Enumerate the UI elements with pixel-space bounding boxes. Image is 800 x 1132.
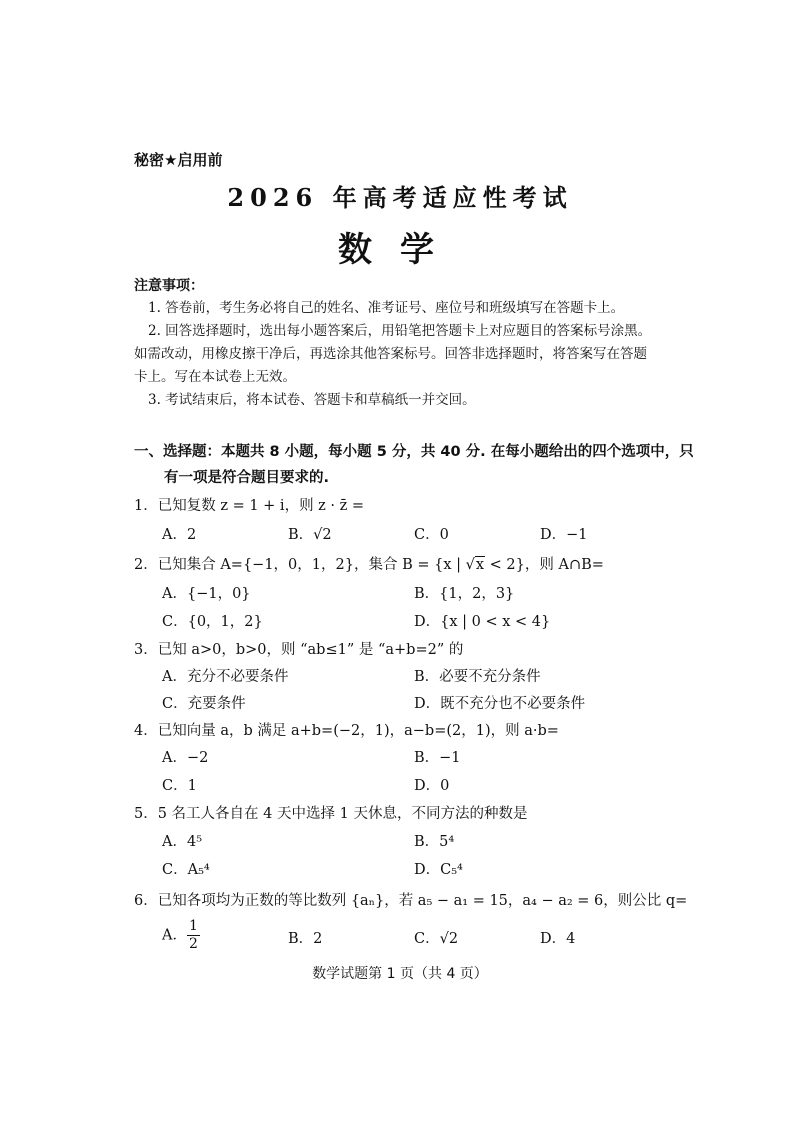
question-3-option-d: D．既不充分也不必要条件: [414, 696, 586, 712]
question-1-option-b: B．√2: [288, 527, 332, 543]
notice-item-1: 1. 答卷前，考生务必将自己的姓名、准考证号、座位号和班级填写在答题卡上。: [148, 300, 625, 316]
question-2-radicand: x: [475, 557, 485, 573]
question-4-option-d: D．0: [414, 778, 450, 794]
question-6-stem: 6．已知各项均为正数的等比数列 {aₙ}，若 a₅ − a₁ = 15，a₄ − a₂ = 6，则公比 q=: [134, 893, 688, 909]
question-4-option-b: B．−1: [414, 750, 461, 766]
subject-title: 数学: [338, 230, 462, 270]
question-5-option-c: C．A₅⁴: [162, 862, 210, 878]
fraction-denominator: 2: [188, 936, 198, 952]
notice-item-2-line-3: 卡上。写在本试卷上无效。: [134, 369, 296, 385]
question-4-stem: 4．已知向量 a，b 满足 a+b=(−2，1)，a−b=(2，1)，则 a·b=: [134, 723, 559, 739]
question-2-option-c: C．{0，1，2}: [162, 614, 263, 630]
question-2-stem-start: 2．已知集合 A={−1，0，1，2}，集合 B = {x |: [134, 557, 466, 573]
question-4-option-a: A．−2: [162, 750, 209, 766]
fraction-one-half: [187, 918, 200, 953]
question-3-option-b: B．必要不充分条件: [414, 669, 541, 685]
question-3-stem: 3．已知 a>0，b>0，则 “ab≤1” 是 “a+b=2” 的: [134, 642, 464, 658]
question-2-option-d: D．{x | 0 < x < 4}: [414, 614, 551, 630]
confidential-mark: 秘密★启用前: [134, 151, 223, 169]
question-5-stem: 5．5 名工人各自在 4 天中选择 1 天休息，不同方法的种数是: [134, 806, 528, 822]
question-4-option-c: C．1: [162, 778, 197, 794]
notice-item-3: 3. 考试结束后，将本试卷、答题卡和草稿纸一并交回。: [148, 392, 476, 408]
section-heading-line-1: 一、选择题：本题共 8 小题，每小题 5 分，共 40 分. 在每小题给出的四个选项中，只: [134, 444, 694, 460]
question-1-option-c: C．0: [414, 527, 449, 543]
question-6-option-a: [162, 918, 200, 953]
question-1-stem: 1．已知复数 z = 1 + i，则 z · z̄ =: [134, 498, 365, 514]
notice-item-2-line-2: 如需改动，用橡皮擦干净后，再选涂其他答案标号。回答非选择题时，将答案写在答题: [134, 346, 647, 362]
exam-title: 2026 年高考适应性考试: [227, 183, 573, 212]
page-footer: 数学试题第 1 页（共 4 页）: [312, 966, 488, 982]
question-2-option-a: A．{−1，0}: [162, 586, 251, 602]
question-5-option-d: D．C₅⁴: [414, 862, 463, 878]
question-6-option-a-label: A．: [162, 927, 187, 944]
question-6-option-c: C．√2: [414, 931, 459, 947]
question-3-option-a: A．充分不必要条件: [162, 669, 289, 685]
section-heading-line-2: 有一项是符合题目要求的.: [164, 470, 330, 486]
sqrt-symbol: √x: [465, 557, 485, 573]
fraction-numerator: 1: [188, 918, 198, 934]
question-3-option-c: C．充要条件: [162, 696, 246, 712]
question-6-option-d: D．4: [540, 931, 576, 947]
notice-heading: 注意事项：: [134, 278, 204, 294]
question-2-stem: [134, 553, 604, 574]
notice-item-2-line-1: 2. 回答选择题时，选出每小题答案后，用铅笔把答题卡上对应题目的答案标号涂黑。: [148, 323, 652, 339]
question-1-option-a: A．2: [162, 527, 197, 543]
question-2-stem-end: < 2}，则 A∩B=: [485, 557, 604, 573]
question-5-option-a: A．4⁵: [162, 834, 203, 850]
question-1-option-d: D．−1: [540, 527, 588, 543]
question-2-option-b: B．{1，2，3}: [414, 586, 515, 602]
question-6-option-b: B．2: [288, 931, 323, 947]
question-5-option-b: B．5⁴: [414, 834, 455, 850]
